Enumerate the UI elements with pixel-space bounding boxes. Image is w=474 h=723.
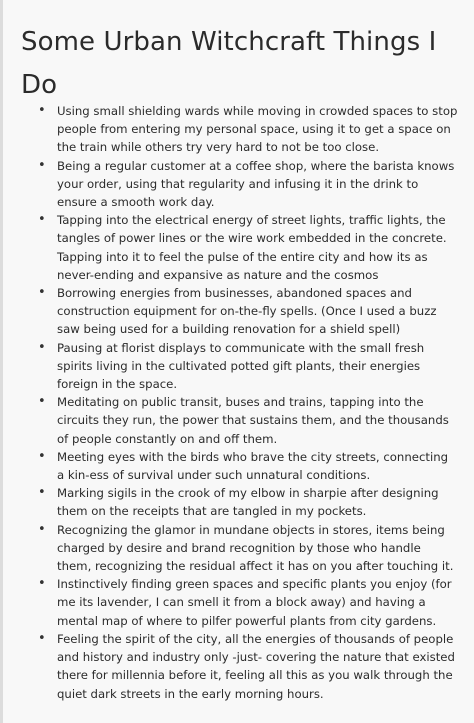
list-item-text: Meditating on public transit, buses and trains, tapping into the circuits they run, the power that sustains them, and the thousands of people constantly on and off them. [57,395,449,446]
bullet-icon: • [38,485,46,501]
list-item [36,339,458,394]
list-item-text: Tapping into the electrical energy of street lights, traffic lights, the tangles of power lines or the wire work embedded in the concrete. Tapping into it to feel the pulse of the entire city and how its as never-ending and expansive as nature and the cosmos [57,213,447,282]
list-item [36,157,458,212]
list-item [36,102,458,157]
list-item [36,575,458,630]
list-item-text: Being a regular customer at a coffee shop, where the barista knows your order, using that regularity and infusing it in the drink to ensure a smooth work day. [57,158,455,210]
list-item [36,284,458,339]
list-item [36,630,458,703]
bullet-icon: • [38,212,46,228]
bullet-icon: • [38,630,46,646]
bullet-icon: • [38,103,46,118]
list-item-text: Meeting eyes with the birds who brave the city streets, connecting a kin-ess of survival under such unnatural conditions. [57,449,449,483]
bullet-icon: • [38,576,46,592]
list-item-text: Instinctively finding green spaces and specific plants you enjoy (for me its lavender, I can smell it from a block away) and having a mental map of where to pilfer powerful plants from city gardens. [57,577,452,628]
list-item-text: Using small shielding wards while moving in crowded spaces to stop people from entering my personal space, using it to get a space on the train while others try very hard to not be too close. [57,104,458,155]
list-item-text: Recognizing the glamor in mundane objects in stores, items being charged by desire and brand recognition by those who handle them, recognizing the residual affect it has on you after touching it. [57,522,454,574]
list-item [36,521,458,576]
bullet-icon: • [38,285,46,301]
list-item [36,448,458,484]
bullet-icon: • [38,157,46,173]
bullet-icon: • [38,448,46,464]
list-item [36,211,458,284]
bullet-icon: • [38,521,46,537]
list-item-text: Marking sigils in the crook of my elbow in sharpie after designing them on the receipts that are tangled in my pockets. [57,486,439,519]
list-item-text: Feeling the spirit of the city, all the energies of thousands of people and history and industry only -just- covering the nature that existed there for millennia before it, feeling all this as you walk through the quiet dark streets in the early morning hours. [57,631,455,701]
witchcraft-list [36,102,458,703]
list-item [36,484,458,520]
bullet-icon: • [38,339,46,355]
cut-off-footer [21,716,141,723]
list-item [36,393,458,448]
list-item-text: Pausing at florist displays to communicate with the small fresh spirits living in the cultivated potted gift plants, their energies foreign in the space. [57,340,425,392]
bullet-icon: • [38,394,46,410]
list-item-text: Borrowing energies from businesses, abandoned spaces and construction equipment for on-the-fly spells. (Once I used a buzz saw being used for a building renovation for a shield spell) [57,286,437,337]
post-title: Some Urban Witchcraft Things I Do [21,27,437,101]
